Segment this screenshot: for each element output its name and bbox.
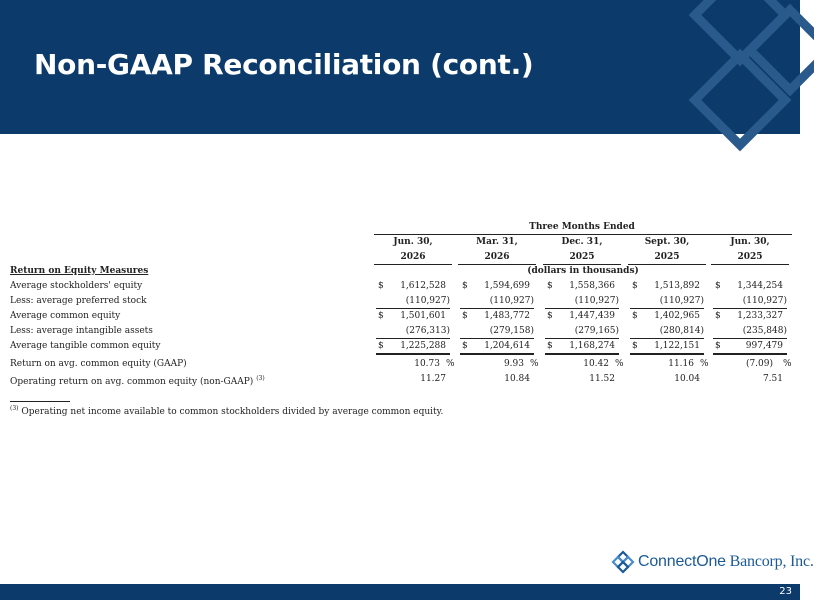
cell-value: 11.16 — [668, 359, 694, 369]
row-label — [10, 294, 147, 308]
column-header-year: 2026 — [400, 252, 426, 262]
currency-symbol: $ — [462, 311, 468, 321]
currency-symbol: $ — [632, 281, 638, 291]
column-header-year: 2025 — [569, 252, 595, 262]
cell-value: 1,344,254 — [737, 281, 783, 291]
percent-sign: % — [783, 359, 792, 369]
row-label — [10, 324, 153, 338]
slide-footer — [0, 584, 800, 600]
currency-symbol: $ — [547, 311, 553, 321]
cell-value: 1,447,439 — [569, 311, 615, 321]
column-header-period: Sept. 30, — [644, 237, 690, 247]
logo-wordmark — [638, 553, 814, 571]
cell-value: 9.93 — [503, 359, 524, 369]
row-label-text: Less: average preferred stock — [10, 296, 147, 306]
slide-title: Non-GAAP Reconciliation (cont.) — [34, 48, 534, 81]
currency-symbol: $ — [547, 281, 553, 291]
currency-symbol: $ — [632, 311, 638, 321]
percent-sign: % — [530, 359, 539, 369]
percent-sign: % — [700, 359, 709, 369]
row-label-text: Average stockholders' equity — [10, 281, 143, 291]
cell-value: 1,225,288 — [400, 341, 446, 351]
cell-value: 1,513,892 — [654, 281, 700, 291]
cell-value: (110,927) — [742, 296, 787, 306]
row-label-text: Less: average intangible assets — [10, 326, 153, 336]
cell-value: (276,313) — [405, 326, 450, 336]
cell-value: 997,479 — [745, 341, 783, 351]
cell-value: 10.84 — [504, 374, 530, 384]
currency-symbol: $ — [378, 311, 384, 321]
column-header-period: Dec. 31, — [561, 237, 603, 247]
currency-symbol: $ — [715, 341, 721, 351]
currency-symbol: $ — [547, 341, 553, 351]
section-label: Return on Equity Measures — [10, 266, 149, 276]
row-label-text: Return on avg. common equity (GAAP) — [10, 359, 187, 369]
currency-symbol: $ — [462, 281, 468, 291]
total-rule — [376, 353, 450, 355]
column-header-year: 2026 — [484, 252, 510, 262]
column-header-rule — [711, 264, 789, 265]
company-logo — [612, 551, 814, 573]
cell-value: (280,814) — [659, 326, 704, 336]
percent-sign: % — [615, 359, 624, 369]
row-label — [10, 357, 187, 371]
connectone-logo-icon — [612, 551, 634, 573]
row-label — [10, 279, 142, 293]
row-label — [10, 309, 120, 323]
footnote-text: Operating net income available to common stockholders divided by average common equity. — [18, 407, 444, 417]
footnote — [10, 405, 443, 417]
row-label-text: Average common equity — [10, 311, 121, 321]
row-label — [10, 372, 265, 386]
cell-value: 10.73 — [414, 359, 440, 369]
percent-sign: % — [446, 359, 455, 369]
page-number: 23 — [779, 586, 792, 597]
cell-value: 1,402,965 — [654, 311, 700, 321]
total-rule — [460, 353, 534, 355]
currency-symbol: $ — [715, 311, 721, 321]
currency-symbol: $ — [632, 341, 638, 351]
cell-value: 1,233,327 — [737, 311, 783, 321]
row-label — [10, 339, 160, 353]
units-label: (dollars in thousands) — [527, 266, 639, 276]
cell-value: (110,927) — [574, 296, 619, 306]
cell-value: (279,158) — [489, 326, 534, 336]
column-header-rule — [374, 264, 452, 265]
cell-value: (110,927) — [405, 296, 450, 306]
cell-value: 1,168,274 — [569, 341, 615, 351]
currency-symbol: $ — [378, 281, 384, 291]
currency-symbol: $ — [715, 281, 721, 291]
cell-value: 1,612,528 — [400, 281, 446, 291]
total-rule — [713, 353, 787, 355]
cell-value: 10.04 — [674, 374, 700, 384]
logo-suffix: Bancorp, Inc. — [725, 553, 814, 570]
column-header-period: Mar. 31, — [476, 237, 518, 247]
column-header-year: 2025 — [654, 252, 680, 262]
cell-value: 1,594,699 — [484, 281, 530, 291]
cell-value: 1,122,151 — [654, 341, 700, 351]
currency-symbol: $ — [462, 341, 468, 351]
cell-value: 1,501,601 — [400, 311, 446, 321]
cell-value: 11.52 — [589, 374, 615, 384]
cell-value: (279,165) — [574, 326, 619, 336]
cell-value: 1,558,366 — [569, 281, 615, 291]
slide-header — [0, 0, 800, 134]
row-label-text: Operating return on avg. common equity (non-GAAP) — [10, 377, 254, 387]
cell-value: 10.42 — [583, 359, 609, 369]
total-rule — [545, 353, 619, 355]
total-rule — [630, 353, 704, 355]
cell-value: 7.51 — [762, 374, 783, 384]
footnote-marker: (3) — [10, 405, 19, 412]
cell-value: 1,204,614 — [484, 341, 530, 351]
column-header-period: Jun. 30, — [730, 237, 770, 247]
row-label-text: Average tangible common equity — [10, 341, 161, 351]
cell-value: 11.27 — [420, 374, 446, 384]
row-label-footnote-marker: (3) — [256, 375, 265, 382]
logo-name: ConnectOne — [638, 553, 726, 570]
cell-value: (7.09) — [745, 359, 773, 369]
cell-value: (110,927) — [489, 296, 534, 306]
column-header-period: Jun. 30, — [393, 237, 433, 247]
cell-value: 1,483,772 — [484, 311, 530, 321]
footnote-rule — [10, 401, 70, 402]
header-diamond-pattern — [680, 0, 800, 134]
cell-value: (235,848) — [742, 326, 787, 336]
cell-value: (110,927) — [659, 296, 704, 306]
group-header: Three Months Ended — [529, 222, 635, 232]
currency-symbol: $ — [378, 341, 384, 351]
column-header-year: 2025 — [737, 252, 763, 262]
